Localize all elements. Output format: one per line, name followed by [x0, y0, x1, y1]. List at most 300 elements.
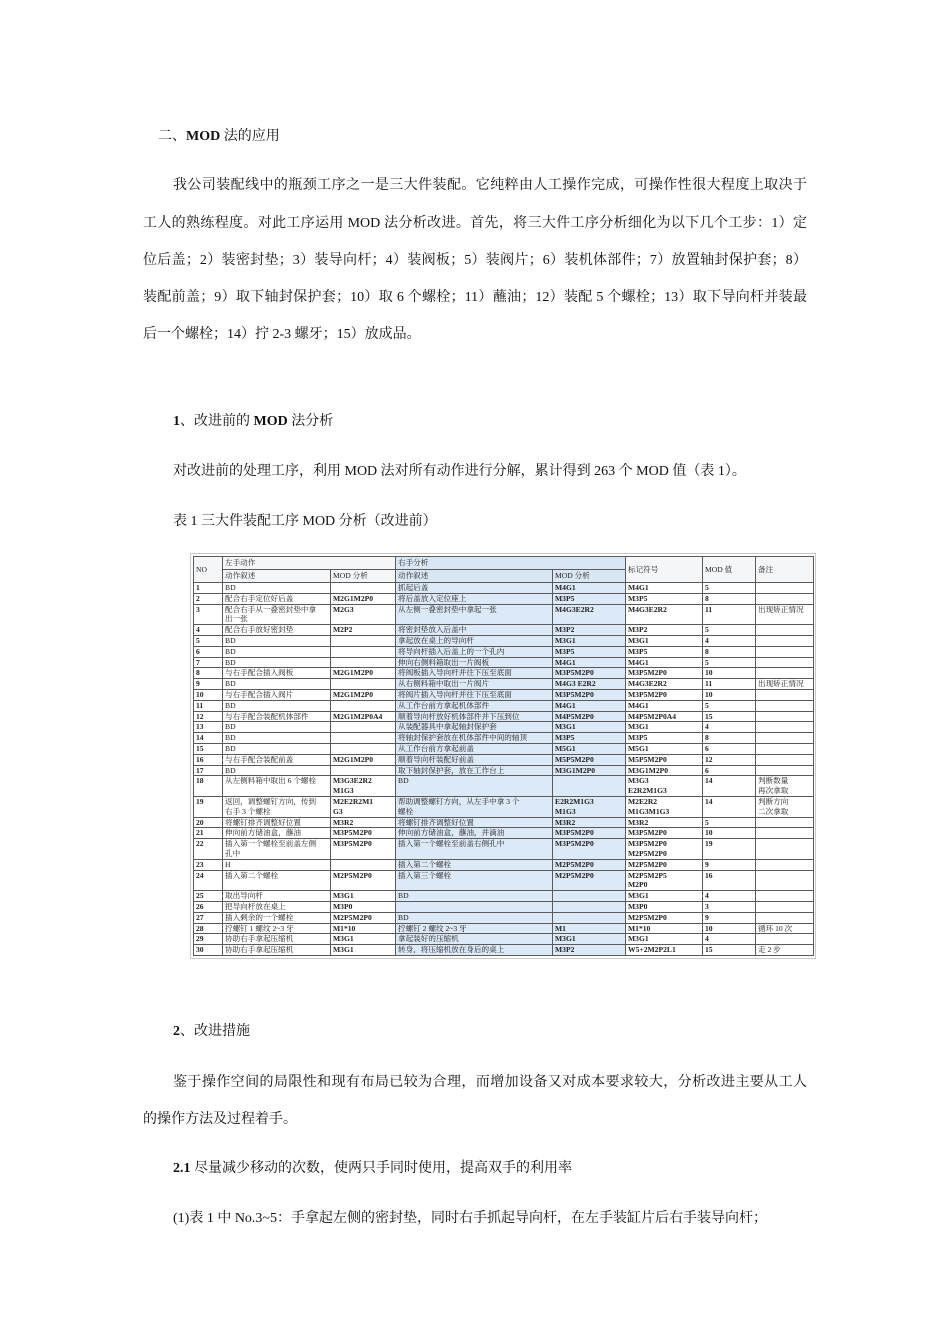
- table-row: [194, 796, 814, 817]
- cell-left-mod: M3G1: [331, 945, 396, 956]
- cell-value: 14: [703, 796, 756, 817]
- cell-value: 15: [703, 711, 756, 722]
- header-left-desc: 动作叙述: [223, 570, 331, 583]
- cell-right-desc: 插入第二个螺栓: [396, 859, 553, 870]
- cell-note: [756, 817, 814, 828]
- cell-left-desc: 返回，调整螺钉方向，传到 右手 3 个螺栓: [223, 796, 331, 817]
- cell-left-mod: M3P5M2P0: [331, 839, 396, 860]
- cell-no: 15: [194, 743, 223, 754]
- intro-paragraph-line: 我公司装配线中的瓶颈工序之一是三大件装配。它纯粹由人工操作完成，可操作性很大程度上取决于: [173, 178, 807, 194]
- cell-value: 4: [703, 891, 756, 902]
- table-row: [194, 817, 814, 828]
- cell-left-mod: M2P5M2P0: [331, 870, 396, 891]
- cell-mark: M5G1: [626, 743, 703, 754]
- cell-right-desc: 拿起放在桌上的导向杆: [396, 635, 553, 646]
- cell-left-desc: 拧螺钉 1 螺纹 2~3 牙: [223, 923, 331, 934]
- cell-left-mod: [331, 743, 396, 754]
- cell-note: [756, 689, 814, 700]
- cell-right-desc: [396, 901, 553, 912]
- cell-mark: M3P5M2P0: [626, 828, 703, 839]
- header-left-hand: 左手动作: [223, 557, 396, 570]
- cell-value: 5: [703, 657, 756, 668]
- section-heading-bold-term: MOD: [186, 129, 221, 144]
- cell-left-desc: 与右手配合插入阀板: [223, 668, 331, 679]
- cell-no: 27: [194, 912, 223, 923]
- header-right-desc: 动作叙述: [396, 570, 553, 583]
- cell-value: 5: [703, 817, 756, 828]
- cell-left-desc: BD: [223, 733, 331, 744]
- cell-right-mod: [553, 901, 626, 912]
- cell-note: [756, 593, 814, 604]
- cell-value: 14: [703, 776, 756, 797]
- cell-value: 8: [703, 733, 756, 744]
- table-row: [194, 839, 814, 860]
- cell-left-desc: BD: [223, 722, 331, 733]
- cell-mark: W5+2M2P2L1: [626, 945, 703, 956]
- cell-right-mod: M2P5M2P0: [553, 870, 626, 891]
- cell-right-desc: 抓起后盖: [396, 583, 553, 594]
- cell-mark: M4P5M2P0A4: [626, 711, 703, 722]
- cell-left-mod: M2P5M2P0: [331, 912, 396, 923]
- cell-right-mod: M4G1: [553, 700, 626, 711]
- cell-left-desc: BD: [223, 646, 331, 657]
- cell-left-mod: M2P2: [331, 625, 396, 636]
- cell-right-mod: M3G1M2P0: [553, 765, 626, 776]
- cell-left-mod: M2G1M2P0: [331, 754, 396, 765]
- cell-right-mod: M3R2: [553, 817, 626, 828]
- header-right-hand: 右手分析: [396, 557, 626, 570]
- cell-no: 8: [194, 668, 223, 679]
- table-row: [194, 776, 814, 797]
- table-caption: 表 1 三大件装配工序 MOD 分析（改进前）: [173, 514, 437, 529]
- cell-left-desc: 插入第二个螺栓: [223, 870, 331, 891]
- intro-paragraph-line: 位后盖；2）装密封垫；3）装导向杆；4）装阀板；5）装阀片；6）装机体部件；7）放置轴封保护套；8）: [143, 252, 807, 268]
- cell-left-mod: M2G1M2P0: [331, 668, 396, 679]
- cell-mark: M3P5M2P0 M2P5M2P0: [626, 839, 703, 860]
- cell-right-mod: M3G1: [553, 722, 626, 733]
- cell-value: 19: [703, 839, 756, 860]
- cell-right-desc: 插入第三个螺栓: [396, 870, 553, 891]
- cell-right-mod: M3P5: [553, 646, 626, 657]
- cell-mark: M3P5: [626, 646, 703, 657]
- cell-right-desc: 将螺钉排齐调整好位置: [396, 817, 553, 828]
- cell-value: 6: [703, 743, 756, 754]
- table-row: [194, 722, 814, 733]
- cell-right-mod: M3P5M2P0: [553, 668, 626, 679]
- subsection-2-paragraph: [143, 1064, 807, 1138]
- cell-no: 13: [194, 722, 223, 733]
- subsection-2-1-heading: [173, 1159, 572, 1179]
- cell-mark: M2P5M2P0: [626, 859, 703, 870]
- cell-no: 19: [194, 796, 223, 817]
- cell-right-mod: M4P5M2P0: [553, 711, 626, 722]
- subsection-1-number: 1: [173, 414, 180, 429]
- cell-note: [756, 754, 814, 765]
- header-no: NO: [194, 557, 223, 583]
- cell-left-desc: BD: [223, 583, 331, 594]
- cell-no: 23: [194, 859, 223, 870]
- cell-mark: M3G1: [626, 934, 703, 945]
- cell-mark: M2P5M2P0: [626, 912, 703, 923]
- list-item-1: (1)表 1 中 No.3~5：手拿起左侧的密封垫，同时右手抓起导向杆，在左手装缸片后右手装导向杆；: [173, 1211, 768, 1226]
- cell-note: [756, 912, 814, 923]
- cell-right-desc: 将导向杆插入后盖上的一个孔内: [396, 646, 553, 657]
- cell-mark: M3G1M2P0: [626, 765, 703, 776]
- cell-right-desc: 插入第一个螺栓至前盖右侧孔中: [396, 839, 553, 860]
- cell-note: 走 2 步: [756, 945, 814, 956]
- cell-right-desc: 从工作台前方拿起机体部件: [396, 700, 553, 711]
- cell-right-desc: 顺着导向杆放好机体部件并下压到位: [396, 711, 553, 722]
- cell-value: 10: [703, 689, 756, 700]
- cell-no: 20: [194, 817, 223, 828]
- cell-note: [756, 625, 814, 636]
- cell-right-mod: M4G1: [553, 583, 626, 594]
- cell-value: 5: [703, 625, 756, 636]
- cell-left-desc: BD: [223, 700, 331, 711]
- cell-note: 判断数量 再次拿取: [756, 776, 814, 797]
- cell-note: 循环 10 次: [756, 923, 814, 934]
- cell-note: [756, 668, 814, 679]
- cell-right-mod: M3P5M2P0: [553, 689, 626, 700]
- cell-right-mod: M4G3 E2R2: [553, 679, 626, 690]
- cell-left-desc: 取出导向杆: [223, 891, 331, 902]
- table-row: [194, 583, 814, 594]
- cell-note: [756, 901, 814, 912]
- cell-value: 10: [703, 828, 756, 839]
- cell-left-mod: [331, 700, 396, 711]
- cell-value: 8: [703, 646, 756, 657]
- cell-left-mod: [331, 635, 396, 646]
- cell-note: [756, 839, 814, 860]
- cell-note: 出现矫正情况: [756, 679, 814, 690]
- table-row: [194, 828, 814, 839]
- cell-right-desc: BD: [396, 891, 553, 902]
- cell-mark: M4G1: [626, 657, 703, 668]
- cell-right-desc: 从左侧一叠密封垫中拿起一张: [396, 604, 553, 625]
- table-row: [194, 859, 814, 870]
- cell-right-mod: M3P5M2P0: [553, 839, 626, 860]
- mod-analysis-table: [193, 556, 814, 956]
- cell-value: 5: [703, 700, 756, 711]
- cell-left-mod: [331, 679, 396, 690]
- cell-value: 11: [703, 604, 756, 625]
- cell-left-desc: BD: [223, 743, 331, 754]
- cell-value: 11: [703, 679, 756, 690]
- cell-left-desc: H: [223, 859, 331, 870]
- subsection-1-text: 、改进前的: [180, 414, 254, 429]
- cell-no: 12: [194, 711, 223, 722]
- cell-right-desc: 帮助调整螺钉方向，从左手中拿 3 个 螺栓: [396, 796, 553, 817]
- cell-no: 6: [194, 646, 223, 657]
- cell-value: 9: [703, 859, 756, 870]
- cell-right-mod: M3G1: [553, 934, 626, 945]
- cell-note: [756, 859, 814, 870]
- cell-left-mod: [331, 859, 396, 870]
- cell-right-mod: M3P5: [553, 733, 626, 744]
- table-row: [194, 593, 814, 604]
- table-row: [194, 934, 814, 945]
- cell-right-mod: M5P5M2P0: [553, 754, 626, 765]
- cell-left-mod: M3G3E2R2 M1G3: [331, 776, 396, 797]
- cell-no: 4: [194, 625, 223, 636]
- cell-note: [756, 934, 814, 945]
- cell-value: 6: [703, 765, 756, 776]
- table-row: [194, 923, 814, 934]
- subsection-1-paragraph: 对改进前的处理工序，利用 MOD 法对所有动作进行分解，累计得到 263 个 MOD 值（表 1）。: [173, 464, 746, 479]
- cell-left-mod: M2G1M2P0: [331, 689, 396, 700]
- cell-right-desc: 顺着导向杆装配好前盖: [396, 754, 553, 765]
- cell-note: [756, 635, 814, 646]
- cell-right-desc: BD: [396, 776, 553, 797]
- cell-left-mod: M2G3: [331, 604, 396, 625]
- header-right-mod: MOD 分析: [553, 570, 626, 583]
- cell-note: [756, 743, 814, 754]
- cell-left-desc: 从左侧料箱中取出 6 个螺栓: [223, 776, 331, 797]
- cell-right-desc: 将轴封保护套放在机体部件中间的轴顶: [396, 733, 553, 744]
- cell-right-mod: M4G1: [553, 657, 626, 668]
- cell-left-mod: [331, 657, 396, 668]
- cell-left-desc: 协助右手拿起压缩机: [223, 945, 331, 956]
- cell-right-desc: 拿起装好的压缩机: [396, 934, 553, 945]
- cell-mark: M3P2: [626, 625, 703, 636]
- cell-right-mod: [553, 912, 626, 923]
- cell-value: 4: [703, 934, 756, 945]
- table-row: [194, 891, 814, 902]
- cell-value: 5: [703, 583, 756, 594]
- cell-no: 17: [194, 765, 223, 776]
- cell-no: 18: [194, 776, 223, 797]
- cell-note: [756, 700, 814, 711]
- cell-left-desc: BD: [223, 765, 331, 776]
- cell-no: 28: [194, 923, 223, 934]
- cell-left-mod: M2G1M2P0: [331, 593, 396, 604]
- cell-right-desc: 将阀板插入导向杆并往下压至底面: [396, 668, 553, 679]
- table-row: [194, 765, 814, 776]
- cell-no: 30: [194, 945, 223, 956]
- cell-note: 出现矫正情况: [756, 604, 814, 625]
- cell-left-mod: [331, 765, 396, 776]
- intro-paragraph-line: 装配前盖；9）取下轴封保护套；10）取 6 个螺栓；11）蘸油；12）装配 5 个螺栓；13）取下导向杆并装最: [143, 290, 807, 306]
- cell-left-mod: M2E2R2M1 G3: [331, 796, 396, 817]
- table-row: [194, 743, 814, 754]
- intro-paragraph-line: 后一个螺栓；14）拧 2-3 螺牙；15）放成品。: [143, 327, 421, 343]
- table-row: [194, 668, 814, 679]
- cell-mark: M3G3 E2R2M1G3: [626, 776, 703, 797]
- subsection-1-text-end: 法分析: [287, 414, 334, 429]
- table-row: [194, 700, 814, 711]
- cell-no: 29: [194, 934, 223, 945]
- cell-note: 判断方向 二次拿取: [756, 796, 814, 817]
- cell-mark: M1*10: [626, 923, 703, 934]
- table-row: [194, 657, 814, 668]
- cell-mark: M5P5M2P0: [626, 754, 703, 765]
- cell-right-mod: M3P5: [553, 593, 626, 604]
- cell-value: 4: [703, 635, 756, 646]
- cell-left-mod: M3P0: [331, 901, 396, 912]
- table-row: [194, 870, 814, 891]
- subsection-2-number: 2: [173, 1024, 180, 1039]
- cell-left-desc: 把导向杆放在桌上: [223, 901, 331, 912]
- subsection-2-paragraph-line: 的操作方法及过程着手。: [143, 1111, 297, 1127]
- cell-right-mod: E2R2M1G3 M1G3: [553, 796, 626, 817]
- cell-value: 15: [703, 945, 756, 956]
- section-heading: [158, 127, 280, 147]
- cell-mark: M2P5M2P5 M2P0: [626, 870, 703, 891]
- cell-left-mod: M1*10: [331, 923, 396, 934]
- cell-left-desc: 插入第一个螺栓至前盖左侧 孔中: [223, 839, 331, 860]
- subsection-1-heading: [173, 412, 333, 432]
- cell-right-mod: M4G3E2R2: [553, 604, 626, 625]
- cell-left-desc: 配合右手从一叠密封垫中拿 出一张: [223, 604, 331, 625]
- cell-mark: M3G1: [626, 635, 703, 646]
- cell-right-mod: M2P5M2P0: [553, 859, 626, 870]
- header-note: 备注: [756, 557, 814, 583]
- cell-mark: M3P5M2P0: [626, 668, 703, 679]
- cell-value: 10: [703, 923, 756, 934]
- cell-mark: M3G1: [626, 722, 703, 733]
- cell-right-desc: 从装配器具中拿起轴封保护套: [396, 722, 553, 733]
- cell-note: [756, 657, 814, 668]
- cell-right-desc: 将阀片插入导向杆并往下压至底面: [396, 689, 553, 700]
- header-mod-value: MOD 值: [703, 557, 756, 583]
- intro-paragraph-line: 工人的熟练程度。对此工序运用 MOD 法分析改进。首先，将三大件工序分析细化为以下几个工步：1）定: [143, 215, 807, 231]
- cell-no: 1: [194, 583, 223, 594]
- subsection-2-paragraph-line: 鉴于操作空间的局限性和现有布局已较为合理，而增加设备又对成本要求较大，分析改进主要从工人: [173, 1074, 807, 1090]
- cell-mark: M3G1: [626, 891, 703, 902]
- cell-mark: M3P0: [626, 901, 703, 912]
- cell-value: 3: [703, 901, 756, 912]
- cell-left-mod: M3G1: [331, 934, 396, 945]
- cell-no: 14: [194, 733, 223, 744]
- cell-right-mod: M3P2: [553, 625, 626, 636]
- cell-right-mod: M5G1: [553, 743, 626, 754]
- cell-left-mod: M3G1: [331, 891, 396, 902]
- cell-no: 10: [194, 689, 223, 700]
- table-header: [194, 557, 814, 583]
- section-heading-text: 法的应用: [220, 129, 280, 144]
- table-row: [194, 625, 814, 636]
- cell-no: 11: [194, 700, 223, 711]
- table-1-figure: [193, 556, 813, 956]
- cell-mark: M2E2R2 M1G3M1G3: [626, 796, 703, 817]
- cell-right-desc: 将密封垫放入后盖中: [396, 625, 553, 636]
- cell-right-mod: [553, 891, 626, 902]
- subsection-2-heading: [173, 1022, 250, 1042]
- subsection-2-text: 、改进措施: [180, 1024, 250, 1039]
- intro-paragraph: [143, 167, 807, 353]
- cell-no: 3: [194, 604, 223, 625]
- cell-no: 25: [194, 891, 223, 902]
- cell-left-desc: BD: [223, 679, 331, 690]
- cell-mark: M4G1: [626, 700, 703, 711]
- table-row: [194, 754, 814, 765]
- header-left-mod: MOD 分析: [331, 570, 396, 583]
- table-row: [194, 679, 814, 690]
- cell-note: [756, 583, 814, 594]
- cell-right-mod: M3P2: [553, 945, 626, 956]
- cell-right-desc: 转身，将压缩机放在身后的桌上: [396, 945, 553, 956]
- cell-right-desc: 从右侧料箱中取出一片阀片: [396, 679, 553, 690]
- cell-note: [756, 646, 814, 657]
- cell-no: 5: [194, 635, 223, 646]
- cell-left-desc: 伸向前方储油盒，蘸油: [223, 828, 331, 839]
- table-row: [194, 912, 814, 923]
- cell-mark: M4G1: [626, 583, 703, 594]
- cell-note: [756, 870, 814, 891]
- cell-left-mod: [331, 646, 396, 657]
- table-row: [194, 901, 814, 912]
- cell-right-desc: 取下轴封保护套，放在工作台上: [396, 765, 553, 776]
- cell-value: 9: [703, 912, 756, 923]
- cell-value: 8: [703, 593, 756, 604]
- cell-right-desc: BD: [396, 912, 553, 923]
- cell-no: 9: [194, 679, 223, 690]
- cell-right-mod: M3G1: [553, 635, 626, 646]
- cell-left-desc: 与右手配合装配机体部件: [223, 711, 331, 722]
- cell-note: [756, 765, 814, 776]
- cell-left-desc: 将螺钉排齐调整好位置: [223, 817, 331, 828]
- header-mark: 标记符号: [626, 557, 703, 583]
- cell-left-mod: [331, 583, 396, 594]
- cell-no: 16: [194, 754, 223, 765]
- cell-note: [756, 722, 814, 733]
- table-row: [194, 604, 814, 625]
- cell-left-desc: 与右手配合插入阀片: [223, 689, 331, 700]
- cell-left-mod: M3R2: [331, 817, 396, 828]
- cell-left-mod: [331, 722, 396, 733]
- cell-right-desc: 拧螺钉 2 螺纹 2~3 牙: [396, 923, 553, 934]
- subsection-2-1-number: 2.1: [173, 1161, 191, 1176]
- cell-mark: M3R2: [626, 817, 703, 828]
- cell-no: 26: [194, 901, 223, 912]
- cell-no: 2: [194, 593, 223, 604]
- cell-note: [756, 828, 814, 839]
- table-row: [194, 733, 814, 744]
- cell-no: 22: [194, 839, 223, 860]
- cell-left-desc: BD: [223, 657, 331, 668]
- cell-note: [756, 711, 814, 722]
- table-header-row: [194, 557, 814, 570]
- section-heading-number: 二、: [158, 129, 186, 144]
- cell-left-desc: 协助右手拿起压缩机: [223, 934, 331, 945]
- cell-left-mod: M2G1M2P0A4: [331, 711, 396, 722]
- cell-value: 10: [703, 668, 756, 679]
- cell-left-mod: M3P5M2P0: [331, 828, 396, 839]
- cell-note: [756, 891, 814, 902]
- cell-right-desc: 从工作台前方拿起前盖: [396, 743, 553, 754]
- cell-no: 21: [194, 828, 223, 839]
- cell-right-desc: 将后盖放入定位座上: [396, 593, 553, 604]
- cell-right-mod: [553, 776, 626, 797]
- cell-right-mod: M3P5M2P0: [553, 828, 626, 839]
- cell-left-desc: 插入剩余的一个螺栓: [223, 912, 331, 923]
- subsection-1-bold-term: MOD: [253, 414, 288, 429]
- subsection-2-1-text: 尽量减少移动的次数，使两只手同时使用，提高双手的利用率: [190, 1161, 572, 1176]
- cell-left-desc: 配合右手定位好后盖: [223, 593, 331, 604]
- table-row: [194, 646, 814, 657]
- cell-no: 24: [194, 870, 223, 891]
- cell-mark: M3P5: [626, 733, 703, 744]
- cell-value: 12: [703, 754, 756, 765]
- table-body: [194, 583, 814, 956]
- cell-mark: M4G3E2R2: [626, 679, 703, 690]
- cell-left-desc: BD: [223, 635, 331, 646]
- cell-mark: M4G3E2R2: [626, 604, 703, 625]
- table-row: [194, 711, 814, 722]
- cell-left-desc: 与右手配合装配前盖: [223, 754, 331, 765]
- cell-no: 7: [194, 657, 223, 668]
- table-row: [194, 689, 814, 700]
